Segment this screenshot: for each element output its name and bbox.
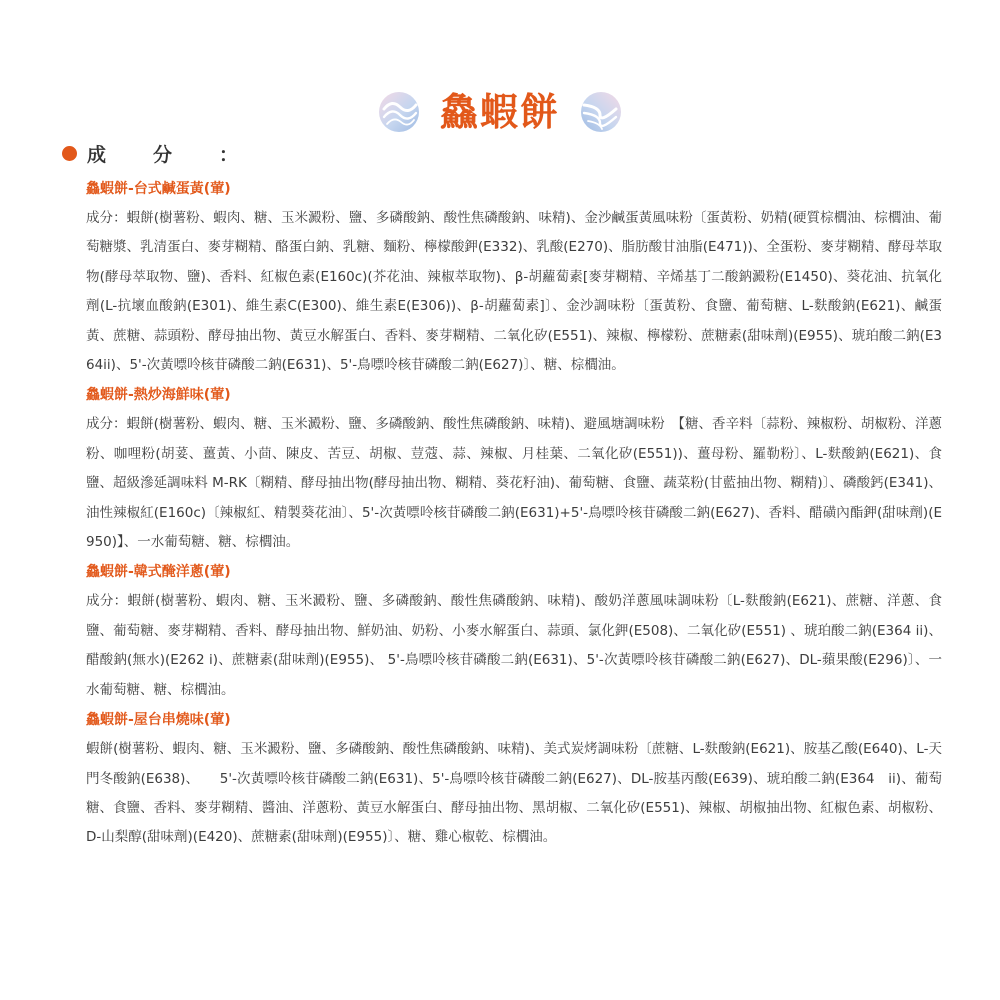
ingredients-header xyxy=(62,140,252,166)
section-korean-pickled-onion xyxy=(86,561,942,705)
section-body: 蝦餅(樹薯粉、蝦肉、糖、玉米澱粉、鹽、多磷酸鈉、酸性焦磷酸鈉、味精)、美式炭烤調味粉〔蔗糖、L-麩酸鈉(E621)、胺基乙酸(E640)、L-天門冬酸鈉(E638)、 5'-次黃嘌呤核苷磷酸二鈉(E631)、5'-鳥嘌呤核苷磷酸二鈉(E627)、DL-胺基丙酸(E639)、琥珀酸二鈉(E364 ii)、葡萄糖、食鹽、香料、麥芽糊精、醬油、洋蔥粉、黃豆水解蛋白、酵母抽出物、黑胡椒、二氧化矽(E551)、辣椒、胡椒抽出物、紅椒色素、胡椒粉、D-山梨醇(甜味劑)(E420)、蔗糖素(甜味劑)(E955)〕、糖、雞心椒乾、棕櫚油。 xyxy=(86,741,942,846)
section-title: 鱻蝦餅-熱炒海鮮味(葷) xyxy=(86,387,231,404)
ingredients-content xyxy=(86,178,942,857)
section-body: 成分：蝦餅(樹薯粉、蝦肉、糖、玉米澱粉、鹽、多磷酸鈉、酸性焦磷酸鈉、味精)、酸奶洋蔥風味調味粉〔L-麩酸鈉(E621)、蔗糖、洋蔥、食鹽、葡萄糖、麥芽糊精、香料、酵母抽出物、鮮奶油、奶粉、小麥水解蛋白、蒜頭、氯化鉀(E508)、二氧化矽(E551) 、琥珀酸二鈉(E364 ii)、醋酸鈉(無水)(E262 i)、蔗糖素(甜味劑)(E955)、 5'-鳥嘌呤核苷磷酸二鈉(E631)、5'-次黃嘌呤核苷磷酸二鈉(E627)、DL-蘋果酸(E296)〕、一水葡萄糖、糖、棕櫚油。 xyxy=(86,593,942,698)
title-row xyxy=(0,84,1000,140)
wave-ornament-right-icon xyxy=(578,89,624,135)
page-title: 鱻蝦餅 xyxy=(439,90,560,134)
bullet-dot-icon xyxy=(62,146,77,161)
section-title: 鱻蝦餅-韓式醃洋蔥(葷) xyxy=(86,564,231,581)
section-title: 鱻蝦餅-屋台串燒味(葷) xyxy=(86,712,231,729)
ingredients-label: 成 分 ： xyxy=(87,143,253,166)
section-stir-fried-seafood xyxy=(86,384,942,557)
wave-ornament-left-icon xyxy=(376,89,422,135)
section-body: 成分：蝦餅(樹薯粉、蝦肉、糖、玉米澱粉、鹽、多磷酸鈉、酸性焦磷酸鈉、味精)、金沙鹹蛋黃風味粉〔蛋黃粉、奶精(硬質棕櫚油、棕櫚油、葡萄糖漿、乳清蛋白、麥芽糊精、酪蛋白鈉、乳糖、麵粉、檸檬酸鉀(E332)、乳酸(E270)、脂肪酸甘油脂(E471))、全蛋粉、麥芽糊精、酵母萃取物(酵母萃取物、鹽)、香料、紅椒色素(E160c)(芥花油、辣椒萃取物)、β-胡蘿蔔素[麥芽糊精、辛烯基丁二酸鈉澱粉(E1450)、葵花油、抗氧化劑(L-抗壞血酸鈉(E301)、維生素C(E300)、維生素E(E306))、β-胡蘿蔔素]〕、金沙調味粉〔蛋黃粉、食鹽、葡萄糖、L-麩酸鈉(E621)、鹹蛋黃、蔗糖、蒜頭粉、酵母抽出物、黃豆水解蛋白、香料、麥芽糊精、二氧化矽(E551)、辣椒、檸檬粉、蔗糖素(甜味劑)(E955)、琥珀酸二鈉(E364ii)、5'-次黃嘌呤核苷磷酸二鈉(E631)、5'-鳥嘌呤核苷磷酸二鈉(E627)〕、糖、棕櫚油。 xyxy=(86,210,942,374)
section-taiwan-salted-egg-yolk xyxy=(86,178,942,380)
section-yatai-skewer xyxy=(86,709,942,853)
section-body: 成分：蝦餅(樹薯粉、蝦肉、糖、玉米澱粉、鹽、多磷酸鈉、酸性焦磷酸鈉、味精)、避風塘調味粉 【糖、香辛料〔蒜粉、辣椒粉、胡椒粉、洋蔥粉、咖哩粉(胡荽、薑黃、小茴、陳皮、苦豆、胡椒、荳蔻、蒜、辣椒、月桂葉、二氧化矽(E551))、薑母粉、羅勒粉〕、L-麩酸鈉(E621)、食鹽、超級滲延調味料 M-RK〔糊精、酵母抽出物(酵母抽出物、糊精、葵花籽油)、葡萄糖、食鹽、蔬菜粉(甘藍抽出物、糊精)〕、磷酸鈣(E341)、油性辣椒紅(E160c)〔辣椒紅、精製葵花油〕、5'-次黃嘌呤核苷磷酸二鈉(E631)+5'-鳥嘌呤核苷磷酸二鈉(E627)、香料、醋磺內酯鉀(甜味劑)(E950)】、一水葡萄糖、糖、棕櫚油。 xyxy=(86,416,942,551)
section-title: 鱻蝦餅-台式鹹蛋黃(葷) xyxy=(86,181,231,197)
